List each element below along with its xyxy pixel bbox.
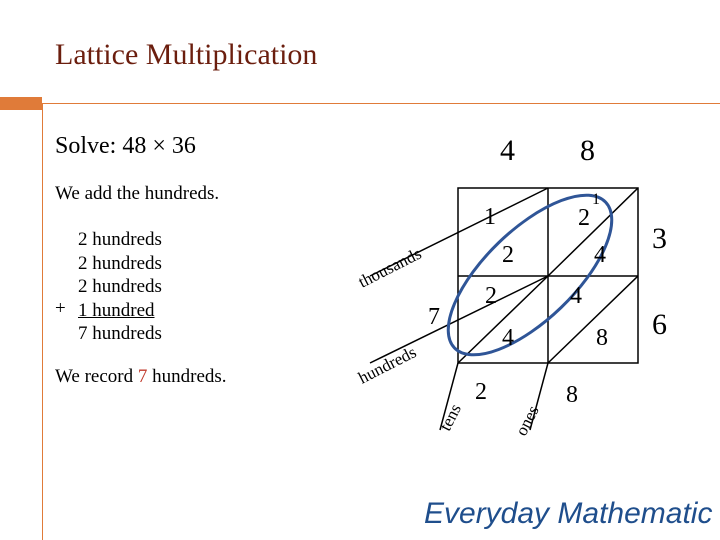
label-ones: ones xyxy=(511,402,543,439)
cell-r2c2-tens: 4 xyxy=(570,283,582,309)
right-digit-2: 6 xyxy=(652,308,667,341)
right-digit-1: 3 xyxy=(652,222,667,255)
cell-r1c1-ones: 2 xyxy=(502,242,514,268)
cell-r1c2-ones: 4 xyxy=(594,242,606,268)
result-hundreds: 7 xyxy=(428,304,440,330)
addend-1: 2 hundreds xyxy=(78,229,162,250)
step-description: We add the hundreds. xyxy=(55,183,220,204)
addend-4: 1 hundred xyxy=(78,299,155,321)
brand-logo-text: Everyday Mathematic xyxy=(424,497,713,530)
addition-total: 7 hundreds xyxy=(78,323,162,344)
cell-r1c1-tens: 1 xyxy=(484,204,496,230)
cell-r2c1-ones: 4 xyxy=(502,325,514,351)
slide-title: Lattice Multiplication xyxy=(55,38,318,71)
label-hundreds: hundreds xyxy=(355,342,420,388)
plus-sign: + xyxy=(55,298,66,319)
record-value: 7 xyxy=(137,366,148,387)
label-thousands: thousands xyxy=(355,243,425,292)
label-tens: tens xyxy=(435,400,465,434)
problem-statement: Solve: 48 × 36 xyxy=(55,133,196,159)
cell-r2c2-ones: 8 xyxy=(596,325,608,351)
addend-2: 2 hundreds xyxy=(78,252,162,274)
top-digit-1: 4 xyxy=(500,134,515,167)
addend-3: 2 hundreds xyxy=(78,276,162,297)
diagonal-ones xyxy=(548,276,638,363)
record-suffix: hundreds. xyxy=(147,366,227,387)
carry-digit: 1 xyxy=(592,191,600,208)
cell-r2c1-tens: 2 xyxy=(485,283,497,309)
record-prefix: We record xyxy=(55,366,138,387)
result-tens: 2 xyxy=(475,379,487,405)
result-ones: 8 xyxy=(566,382,578,408)
top-digit-2: 8 xyxy=(580,134,595,167)
cell-r1c2-tens: 2 xyxy=(578,205,590,231)
